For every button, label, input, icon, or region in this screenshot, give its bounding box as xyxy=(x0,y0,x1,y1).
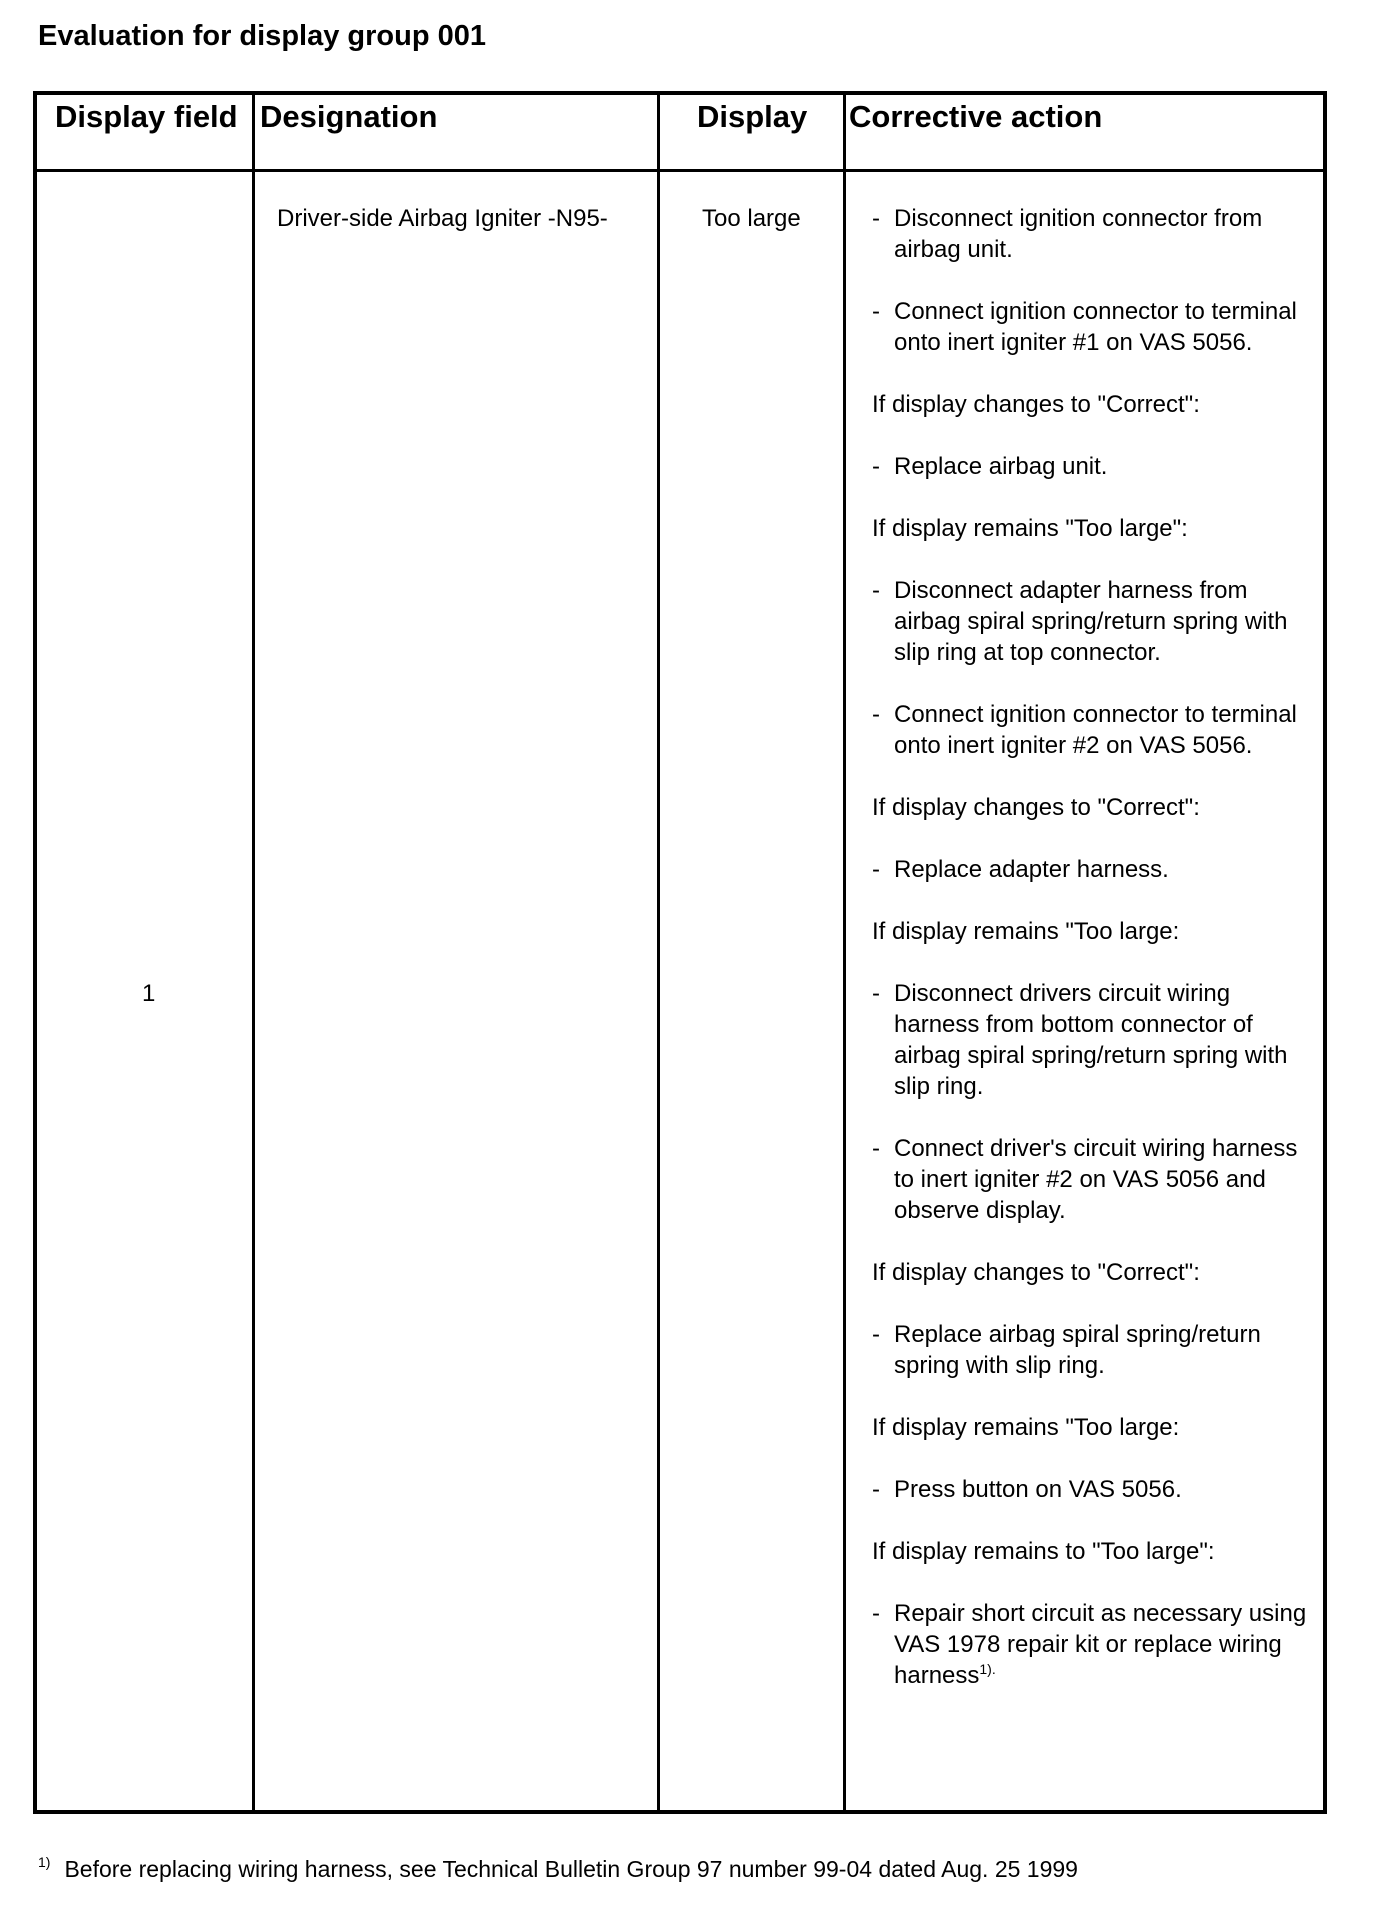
action-condition: If display changes to "Correct": xyxy=(872,1259,1200,1286)
action-step xyxy=(872,1598,1312,1691)
action-step-text: Connect ignition connector to terminal onto inert igniter #1 on VAS 5056. xyxy=(894,298,1297,356)
column-divider xyxy=(252,95,255,1810)
action-step-text: Connect driver's circuit wiring harness to inert igniter #2 on VAS 5056 and observe display. xyxy=(894,1135,1298,1224)
action-step xyxy=(872,1474,1312,1505)
bullet-dash: - xyxy=(872,1135,880,1162)
action-condition: If display changes to "Correct": xyxy=(872,391,1200,418)
action-condition: If display remains "Too large: xyxy=(872,1414,1180,1441)
column-divider xyxy=(657,95,660,1810)
action-step xyxy=(872,978,1312,1102)
action-step-text: Replace airbag unit. xyxy=(894,453,1108,480)
bullet-dash: - xyxy=(872,298,880,325)
action-step xyxy=(872,575,1312,668)
action-step-text: Disconnect ignition connector from airbag unit. xyxy=(894,205,1263,263)
header-divider xyxy=(37,169,1323,172)
action-step-text: Replace adapter harness. xyxy=(894,856,1169,883)
action-step xyxy=(872,203,1312,265)
action-step xyxy=(872,296,1312,358)
action-step-text: Press button on VAS 5056. xyxy=(894,1476,1182,1503)
action-step xyxy=(872,451,1312,482)
action-condition: If display remains "Too large": xyxy=(872,515,1188,542)
action-condition: If display remains to "Too large": xyxy=(872,1538,1215,1565)
action-step-text: Disconnect adapter harness from airbag spiral spring/return spring with slip ring at top connector. xyxy=(894,577,1288,666)
display-field-value: 1 xyxy=(142,980,156,1007)
header-display-field: Display field xyxy=(55,99,238,134)
footnote-mark: 1) xyxy=(38,1854,51,1870)
corrective-action-list xyxy=(872,203,1312,1722)
footnote xyxy=(38,1855,1138,1887)
header-display: Display xyxy=(697,99,808,134)
bullet-dash: - xyxy=(872,577,880,604)
bullet-dash: - xyxy=(872,205,880,232)
footnote-reference: 1). xyxy=(979,1661,996,1677)
action-step xyxy=(872,699,1312,761)
action-condition: If display remains "Too large: xyxy=(872,918,1180,945)
action-condition: If display changes to "Correct": xyxy=(872,794,1200,821)
bullet-dash: - xyxy=(872,856,880,883)
header-corrective-action: Corrective action xyxy=(849,99,1103,134)
action-step-text: Disconnect drivers circuit wiring harness from bottom connector of airbag spiral spring/return spring with slip ring. xyxy=(894,980,1288,1100)
bullet-dash: - xyxy=(872,980,880,1007)
bullet-dash: - xyxy=(872,453,880,480)
page-title: Evaluation for display group 001 xyxy=(38,20,486,52)
bullet-dash: - xyxy=(872,1600,880,1627)
footnote-text: Before replacing wiring harness, see Technical Bulletin Group 97 number 99-04 dated Aug. 25 1999 xyxy=(64,1856,1078,1882)
action-step-text: Repair short circuit as necessary using VAS 1978 repair kit or replace wiring harness xyxy=(894,1600,1307,1689)
action-step-text: Replace airbag spiral spring/return spring with slip ring. xyxy=(894,1321,1261,1379)
evaluation-table xyxy=(33,91,1327,1814)
display-value: Too large xyxy=(702,205,801,232)
action-step xyxy=(872,854,1312,885)
bullet-dash: - xyxy=(872,701,880,728)
bullet-dash: - xyxy=(872,1321,880,1348)
action-step-text: Connect ignition connector to terminal onto inert igniter #2 on VAS 5056. xyxy=(894,701,1297,759)
header-designation: Designation xyxy=(260,99,438,134)
action-step xyxy=(872,1133,1312,1226)
designation-value: Driver-side Airbag Igniter -N95- xyxy=(277,205,608,232)
action-step xyxy=(872,1319,1312,1381)
bullet-dash: - xyxy=(872,1476,880,1503)
column-divider xyxy=(843,95,846,1810)
